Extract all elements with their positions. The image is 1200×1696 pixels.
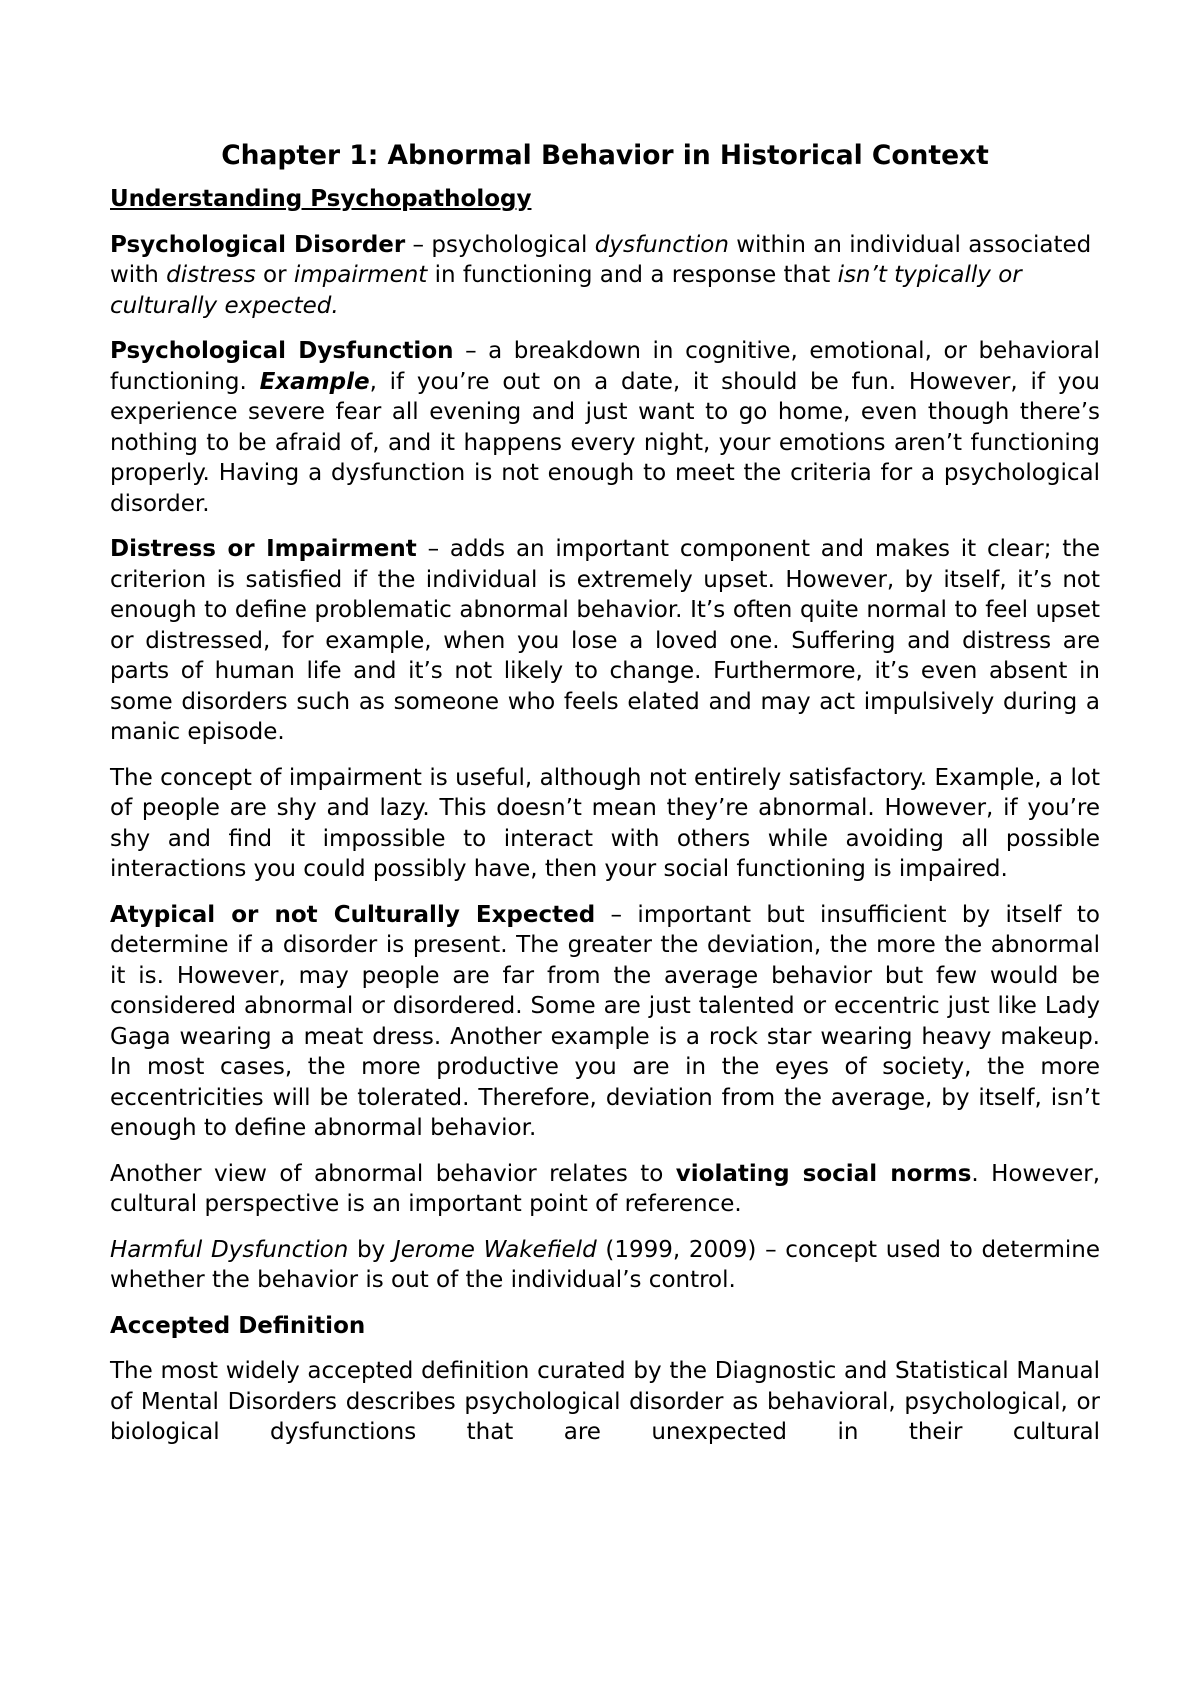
paragraph-social-norms: Another view of abnormal behavior relates to violating social norms. However, cultural perspective is an important point of reference. <box>110 1160 1100 1217</box>
paragraph-accepted-definition: The most widely accepted definition curated by the Diagnostic and Statistical Manual of Mental Disorders describes psychological disorder as behavioral, psychological, or biological dysfunctions that are unexpected in their cultural <box>110 1358 1100 1445</box>
author-name: Jerome Wakefield <box>393 1236 597 1263</box>
term-psychological-dysfunction: Psychological Dysfunction <box>110 338 454 364</box>
paragraph-harmful-dysfunction: Harmful Dysfunction by Jerome Wakefield (1999, 2009) – concept used to determine whether the behavior is out of the individual’s control. <box>110 1236 1100 1293</box>
term-distress-impairment: Distress or Impairment <box>110 536 417 562</box>
paragraph-psychological-dysfunction: Psychological Dysfunction – a breakdown in cognitive, emotional, or behavioral functioning. Example, if you’re out on a date, it should be fun. However, if you experience severe fear all evening and just want to go home, even though there’s nothing to be afraid of, and it happens every night, your emotions aren’t functioning properly. Having a dysfunction is not enough to meet the criteria for a psychological disorder. <box>110 338 1100 517</box>
paragraph-distress-impairment: Distress or Impairment – adds an important component and makes it clear; the criterion is satisfied if the individual is extremely upset. However, by itself, it’s not enough to define problematic abnormal behavior. It’s often quite normal to feel upset or distressed, for example, when you lose a loved one. Suffering and distress are parts of human life and it’s not likely to change. Furthermore, it’s even absent in some disorders such as someone who feels elated and may act impulsively during a manic episode. <box>110 536 1100 745</box>
term-atypical: Atypical or not Culturally Expected <box>110 901 596 928</box>
document-page <box>110 140 1100 1463</box>
paragraph-impairment-concept: The concept of impairment is useful, although not entirely satisfactory. Example, a lot of people are shy and lazy. This doesn’t mean they’re abnormal. However, if you’re shy and find it impossible to interact with others while avoiding all possible interactions you could possibly have, then your social functioning is impaired. <box>110 764 1100 882</box>
term-psychological-disorder: Psychological Disorder <box>110 231 406 258</box>
section-heading-accepted-definition: Accepted Definition <box>110 1312 366 1339</box>
paragraph-psychological-disorder: Psychological Disorder – psychological dysfunction within an individual associated with distress or impairment in functioning and a response that isn’t typically or culturally expected. <box>110 231 1092 319</box>
term-violating-social-norms: violating social norms <box>675 1160 972 1187</box>
section-subheading: Understanding Psychopathology <box>110 186 532 212</box>
chapter-title: Chapter 1: Abnormal Behavior in Historical Context <box>221 140 989 171</box>
term-harmful-dysfunction: Harmful Dysfunction <box>110 1236 349 1263</box>
paragraph-atypical: Atypical or not Culturally Expected – important but insufficient by itself to determine if a disorder is present. The greater the deviation, the more the abnormal it is. However, may people are far from the average behavior but few would be considered abnormal or disordered. Some are just talented or eccentric just like Lady Gaga wearing a meat dress. Another example is a rock star wearing heavy makeup. In most cases, the more productive you are in the eyes of society, the more eccentricities will be tolerated. Therefore, deviation from the average, by itself, isn’t enough to define abnormal behavior. <box>110 901 1100 1141</box>
example-label: Example <box>259 368 370 395</box>
